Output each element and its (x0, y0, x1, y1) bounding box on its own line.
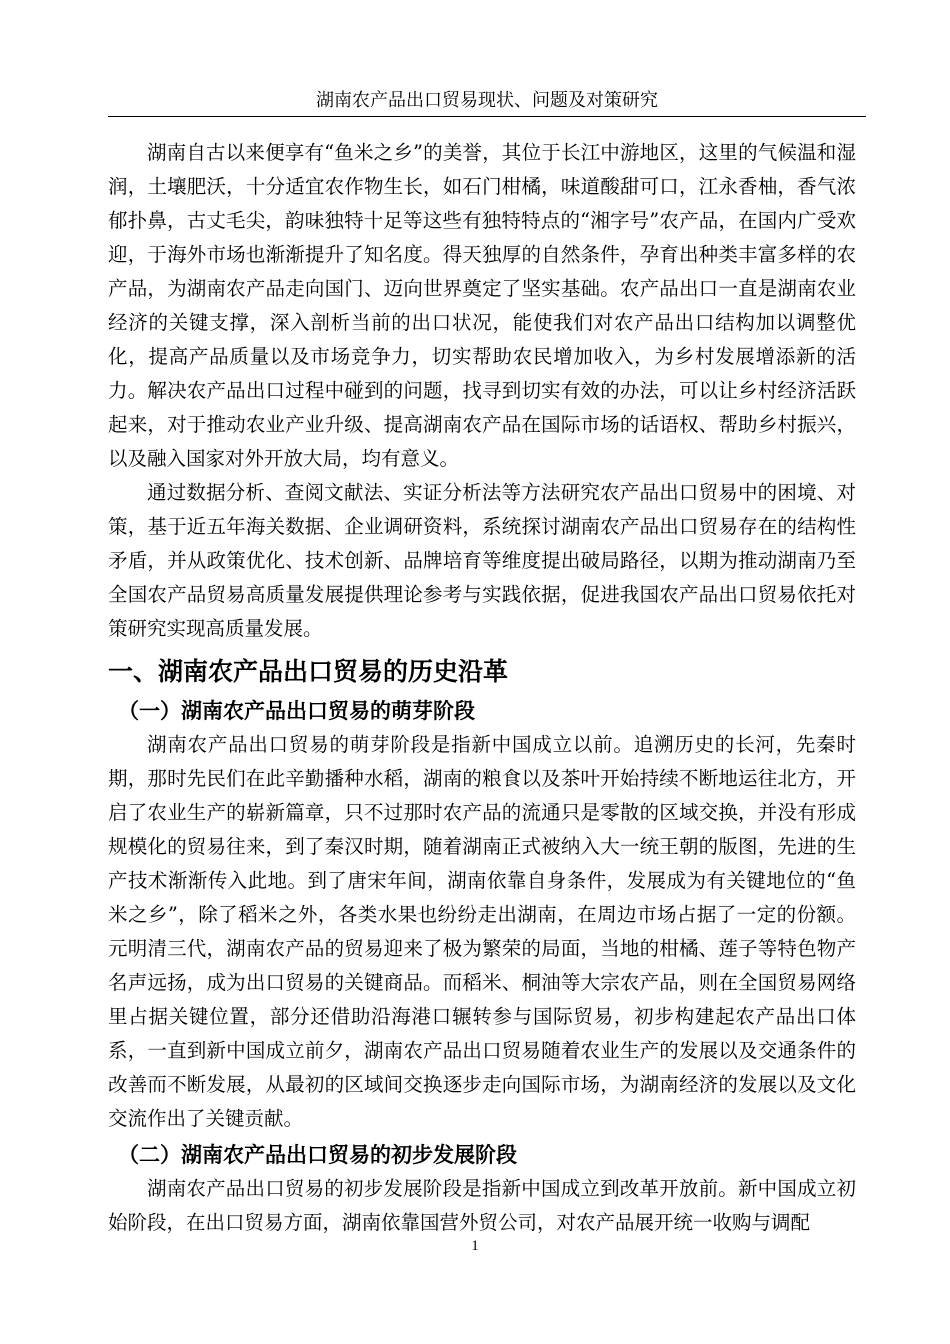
intro-paragraph-1: 湖南自古以来便享有“鱼米之乡”的美誉，其位于长江中游地区，这里的气候温和湿润，土壤肥沃，十分适宜农作物生长，如石门柑橘，味道酸甜可口，江永香柚，香气浓郁扑鼻，古丈毛尖，韵味独特十足等这些有独特特点的“湘字号”农产品，在国内广受欢迎，于海外市场也渐渐提升了知名度。得天独厚的自然条件，孕育出种类丰富多样的农产品，为湖南农产品走向国门、迈向世界奠定了坚实基础。农产品出口一直是湖南农业经济的关键支撑，深入剖析当前的出口状况，能使我们对农产品出口结构加以调整优化，提高产品质量以及市场竞争力，切实帮助农民增加收入，为乡村发展增添新的活力。解决农产品出口过程中碰到的问题，找寻到切实有效的办法，可以让乡村经济活跃起来，对于推动农业产业升级、提高湖南农产品在国际市场的话语权、帮助乡村振兴，以及融入国家对外开放大局，均有意义。 (108, 141, 856, 470)
section-heading-1: 一、湖南农产品出口贸易的历史沿革 (108, 657, 509, 686)
running-header: 湖南农产品出口贸易现状、问题及对策研究 (108, 86, 866, 117)
subsection-heading-1: （一）湖南农产品出口贸易的萌芽阶段 (118, 699, 475, 723)
intro-paragraph-2: 通过数据分析、查阅文献法、实证分析法等方法研究农产品出口贸易中的困境、对策，基于近五年海关数据、企业调研资料，系统探讨湖南农产品出口贸易存在的结构性矛盾，并从政策优化、技术创新、品牌培育等维度提出破局路径，以期为推动湖南乃至全国农产品贸易高质量发展提供理论参考与实践依据，促进我国农产品出口贸易依托对策研究实现高质量发展。 (108, 481, 856, 640)
subsection-1-paragraph: 湖南农产品出口贸易的萌芽阶段是指新中国成立以前。追溯历史的长河，先秦时期，那时先民们在此辛勤播种水稻，湖南的粮食以及茶叶开始持续不断地运往北方，开启了农业生产的崭新篇章，只不过那时农产品的流通只是零散的区域交换，并没有形成规模化的贸易往来，到了秦汉时期，随着湖南正式被纳入大一统王朝的版图，先进的生产技术渐渐传入此地。到了唐宋年间，湖南依靠自身条件，发展成为有关键地位的“鱼米之乡”，除了稻米之外，各类水果也纷纷走出湖南，在周边市场占据了一定的份额。元明清三代，湖南农产品的贸易迎来了极为繁荣的局面，当地的柑橘、莲子等特色物产名声远扬，成为出口贸易的关键商品。而稻米、桐油等大宗农产品，则在全国贸易网络里占据关键位置，部分还借助沿海港口辗转参与国际贸易，初步构建起农产品出口体系，一直到新中国成立前夕，湖南农产品出口贸易随着农业生产的发展以及交通条件的改善而不断发展，从最初的区域间交换逐步走向国际市场，为湖南经济的发展以及文化交流作出了关键贡献。 (108, 733, 856, 1130)
subsection-heading-2: （二）湖南农产品出口贸易的初步发展阶段 (118, 1143, 517, 1167)
page-number: 1 (471, 1238, 479, 1254)
document-body (108, 136, 856, 1240)
subsection-2-paragraph: 湖南农产品出口贸易的初步发展阶段是指新中国成立到改革开放前。新中国成立初始阶段，在出口贸易方面，湖南依靠国营外贸公司，对农产品展开统一收购与调配 (108, 1177, 856, 1234)
